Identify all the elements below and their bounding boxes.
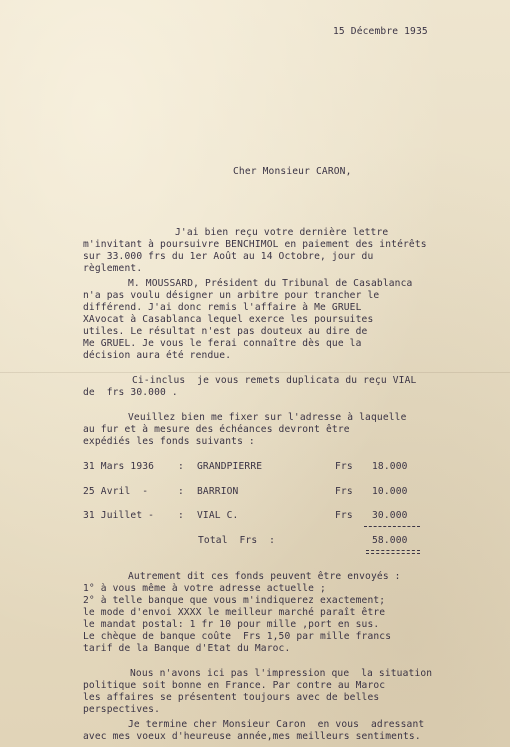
paper-fold xyxy=(0,372,510,373)
text-line: Le chèque de banque coûte Frs 1,50 par mille francs xyxy=(83,631,392,642)
text-line: M. MOUSSARD, Président du Tribunal de Casablanca xyxy=(128,278,413,289)
text-line: les affaires se présentent toujours avec de belles xyxy=(83,692,380,703)
schedule-separator: : xyxy=(178,486,184,497)
sum-rule xyxy=(364,526,420,527)
text-line: Autrement dit ces fonds peuvent être envoyés : xyxy=(128,571,401,582)
text-line: règlement. xyxy=(83,263,143,274)
schedule-date: 25 Avril - xyxy=(83,486,149,497)
text-line: Me GRUEL. Je vous le ferai connaître dès que la xyxy=(83,338,362,349)
text-line: n'a pas voulu désigner un arbitre pour trancher le xyxy=(83,290,380,301)
text-line: sur 33.000 frs du 1er Août au 14 Octobre, jour du xyxy=(83,251,374,262)
text-line: utiles. Le résultat n'est pas douteux au dire de xyxy=(83,326,368,337)
text-line: le mandat postal: 1 fr 10 pour mille ,port en sus. xyxy=(83,619,380,630)
schedule-payee: BARRION xyxy=(197,486,239,497)
text-line: m'invitant à poursuivre BENCHIMOL en paiement des intérêts xyxy=(83,239,427,250)
text-line: J'ai bien reçu votre dernière lettre xyxy=(175,227,389,238)
text-line: perspectives. xyxy=(83,704,161,715)
text-line: XAvocat à Casablanca lequel exerce les poursuites xyxy=(83,314,374,325)
schedule-currency: Frs xyxy=(335,486,353,497)
letter-date: 15 Décembre 1935 xyxy=(333,26,428,37)
total-label: Total Frs : xyxy=(198,535,276,546)
text-line: Nous n'avons ici pas l'impression que la situation xyxy=(130,668,433,679)
text-line: expédiés les fonds suivants : xyxy=(83,436,255,447)
schedule-date: 31 Mars 1936 xyxy=(83,461,155,472)
schedule-amount: 10.000 xyxy=(372,486,408,497)
schedule-currency: Frs xyxy=(335,461,353,472)
text-line: 1° à vous même à votre adresse actuelle ; xyxy=(83,583,326,594)
text-line: au fur et à mesure des échéances devront être xyxy=(83,424,350,435)
text-line: politique soit bonne en France. Par contre au Maroc xyxy=(83,680,386,691)
text-line: Ci-inclus je vous remets duplicata du reçu VIAL xyxy=(132,375,417,386)
text-line: Je termine cher Monsieur Caron en vous adressant xyxy=(128,719,425,730)
schedule-date: 31 Juillet - xyxy=(83,510,155,521)
text-line: différend. J'ai donc remis l'affaire à Me GRUEL xyxy=(83,302,362,313)
schedule-payee: GRANDPIERRE xyxy=(197,461,263,472)
text-line: le mode d'envoi XXXX le meilleur marché paraît être xyxy=(83,607,386,618)
total-double-rule xyxy=(366,550,420,551)
text-line: décision aura été rendue. xyxy=(83,350,232,361)
text-line: avec mes voeux d'heureuse année,mes meilleurs sentiments. xyxy=(83,731,421,742)
schedule-payee: VIAL C. xyxy=(197,510,239,521)
text-line: Veuillez bien me fixer sur l'adresse à laquelle xyxy=(128,412,407,423)
schedule-separator: : xyxy=(178,510,184,521)
schedule-separator: : xyxy=(178,461,184,472)
text-line: 2° à telle banque que vous m'indiquerez exactement; xyxy=(83,595,386,606)
schedule-currency: Frs xyxy=(335,510,353,521)
total-amount: 58.000 xyxy=(372,535,408,546)
schedule-amount: 18.000 xyxy=(372,461,408,472)
total-double-rule xyxy=(366,553,420,554)
text-line: tarif de la Banque d'Etat du Maroc. xyxy=(83,643,291,654)
schedule-amount: 30.000 xyxy=(372,510,408,521)
salutation: Cher Monsieur CARON, xyxy=(233,166,352,177)
text-line: de frs 30.000 . xyxy=(83,387,178,398)
